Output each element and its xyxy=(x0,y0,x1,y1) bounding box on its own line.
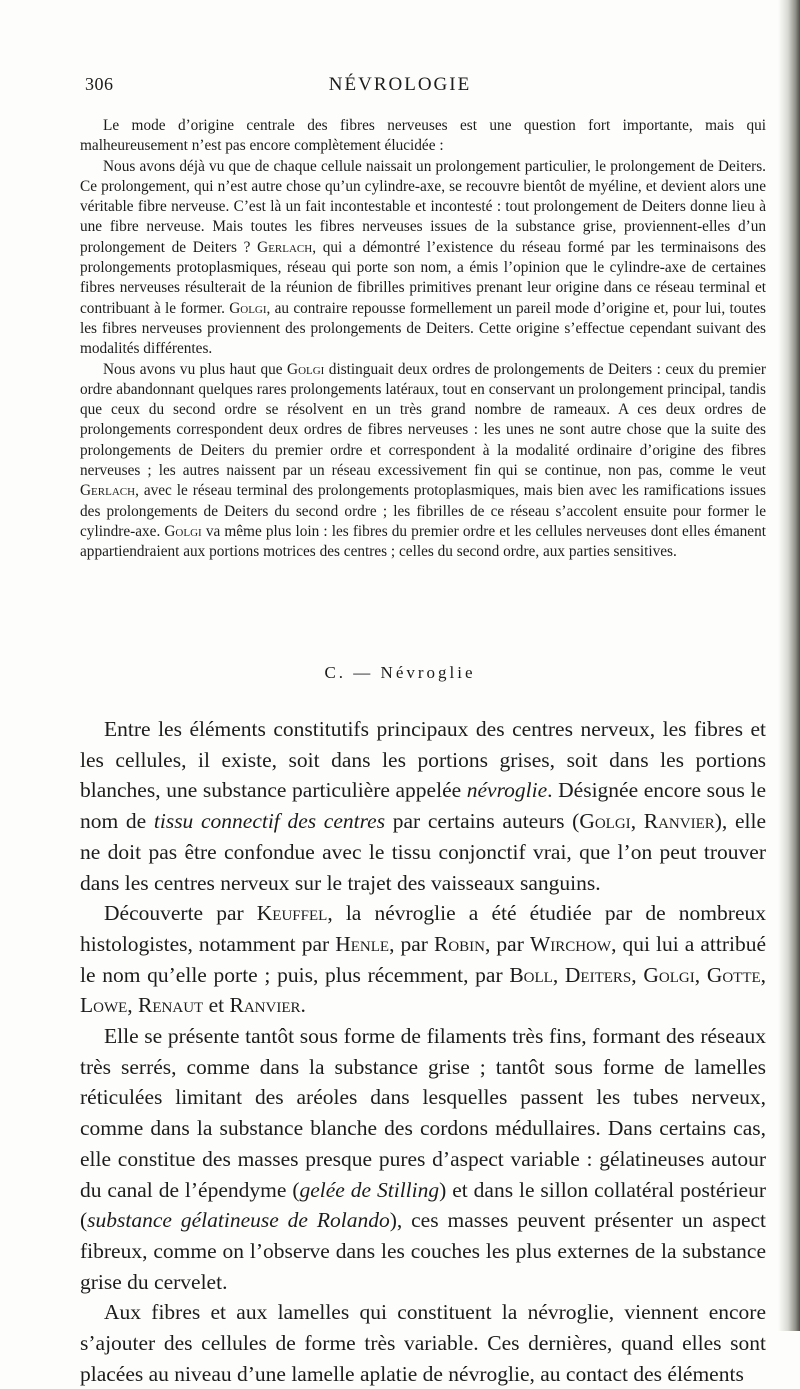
text-run: , xyxy=(552,962,565,987)
text-run: ), ces masses peuvent présenter un aspect fibreux, comme on l’observe dans les couches les plus externes de la substance grise du cervelet. xyxy=(80,1208,766,1294)
paragraph-forms xyxy=(80,1021,766,1297)
text-run: , la névroglie a été étudiée par de nombreux histologistes, notamment par xyxy=(80,901,766,956)
text-run: , xyxy=(631,962,644,987)
author-name: Wirchow xyxy=(529,931,612,956)
page-number: 306 xyxy=(85,74,114,94)
text-run: . Désignée encore sous le nom de xyxy=(80,778,766,834)
author-name: Boll xyxy=(509,962,553,987)
text-run: Elle se présente tantôt sous forme de filaments très fins, formant des réseaux très serrés, comme dans la substance grise ; tantôt sous forme de lamelles réticulées limitant des aréoles dans lesquelles passent les tubes nerveux, comme dans la substance blanche des cordons médullaires. Dans certains cas, elle constitue des masses presque pures d’aspect variable : gélatineuses autour du canal de l’épendyme ( xyxy=(80,1024,766,1202)
text-run: Le mode d’origine centrale des fibres nerveuses est une question fort importante, mais qui malheureusement n’est pas encore complètement élucidée : xyxy=(80,117,766,155)
text-run: va même plus loin : les fibres du premier ordre et les cellules nerveuses dont elles émanent appartiendraient aux portions motrices des centres ; celles du second ordre, aux parties sensitives. xyxy=(80,522,766,561)
italic-term: névroglie xyxy=(466,778,548,803)
author-name: Gerlach xyxy=(80,482,136,500)
author-name: Henle xyxy=(335,931,390,956)
text-run: Nous avons déjà vu que de chaque cellule naissait un prolongement particulier, le prolongement de Deiters. Ce prolongement, qui n’est autre chose qu’un cylindre-axe, se recouvre bientôt de myéline, et devient alors une véritable fibre nerveuse. C’est là un fait incontestable et incontesté : tout prolongement de Deiters donne lieu à une fibre nerveuse. Mais toutes les fibres nerveuses issues de la substance grise, proviennent-elles d’un prolongement de Deiters ? xyxy=(80,157,766,256)
text-run: , xyxy=(694,962,707,987)
author-name: Ranvier xyxy=(229,993,301,1018)
author-name: Golgi xyxy=(579,809,631,834)
author-name: Golgi xyxy=(643,962,695,987)
text-run: Nous avons vu plus haut que xyxy=(103,360,288,378)
text-run: par certains auteurs ( xyxy=(385,809,580,834)
paragraph-golgi-orders xyxy=(80,360,766,563)
text-run: , par xyxy=(485,931,530,956)
author-name: Robin xyxy=(434,931,486,956)
author-name: Ranvier xyxy=(643,809,715,834)
text-run: , xyxy=(760,962,767,987)
author-name: Golgi xyxy=(229,299,267,317)
text-run: Aux fibres et aux lamelles qui constituent la névroglie, viennent encore s’ajouter des cellules de forme très variable. Ces dernières, quand elles sont placées au niveau d’une lamelle aplatie de névroglie, au contact des éléments xyxy=(80,1300,766,1386)
author-name: Lowe xyxy=(80,993,128,1018)
text-run: distinguait deux ordres de prolongements de Deiters : ceux du premier ordre abandonnant quelques rares prolongements latéraux, tout en conservant un prolongement principal, tandis que ceux du second ordre se résolvent en un très grand nombre de rameaux. A ces deux ordres de prolongements correspondent deux ordres de fibres nerveuses : les unes ne sont autre chose que la suite des prolongements de Deiters du premier ordre et correspondent à la modalité ordinaire d’origine des fibres nerveuses ; les autres naissent par un réseau excessivement fin qui se continue, non pas, comme le veut xyxy=(80,360,766,480)
author-name: Gerlach xyxy=(257,238,313,256)
text-run: , par xyxy=(389,931,434,956)
running-title: NÉVROLOGIE xyxy=(328,74,472,95)
author-name: Keuffel xyxy=(256,901,328,926)
author-name: Renaut xyxy=(138,993,204,1018)
italic-term: tissu connectif des centres xyxy=(153,809,386,834)
italic-term: substance gélatineuse de Rolando xyxy=(87,1208,390,1233)
paragraph-nevroglie-definition xyxy=(80,714,766,898)
text-run: , qui a démontré l’existence du réseau formé par les terminaisons des prolongements protoplasmiques, réseau qui porte son nom, a émis l’opinion que le cylindre-axe de certaines fibres nerveuses résulterait de la réunion de fibrilles primitives prenant leur origine dans ce réseau terminal et contribuant à le former. xyxy=(80,238,766,317)
text-run: ), elle ne doit pas être confondue avec le tissu conjonctif vrai, que l’on peut trouver dans les centres nerveux sur le trajet des vaisseaux sanguins. xyxy=(80,809,766,895)
text-run: , au contraire repousse formellement un pareil mode d’origine et, pour lui, toutes les fibres nerveuses proviennent des prolongements de Deiters. Cette origine s’effectue cependant suivant des modalités différentes. xyxy=(80,299,766,358)
section-a-text xyxy=(80,116,766,563)
paragraph-origin-intro xyxy=(80,116,766,157)
paragraph-cells xyxy=(80,1297,766,1389)
section-c-text xyxy=(80,714,766,1389)
section-heading: C. — Névroglie xyxy=(324,663,476,682)
text-run: , xyxy=(630,809,644,834)
text-run: . xyxy=(300,993,306,1018)
author-name: Gotte xyxy=(706,962,761,987)
text-run: ) et dans le sillon collatéral postérieur ( xyxy=(80,1177,767,1233)
paragraph-deiters xyxy=(80,157,766,360)
author-name: Golgi xyxy=(164,522,202,540)
text-run: Découverte par xyxy=(104,901,257,926)
text-run: , xyxy=(127,993,139,1018)
author-name: Golgi xyxy=(287,360,325,378)
author-name: Deiters xyxy=(564,962,632,987)
paragraph-discovery xyxy=(80,898,766,1021)
text-run: , qui lui a attribué le nom qu’elle porte ; puis, plus récemment, par xyxy=(80,931,766,987)
text-run: Entre les éléments constitutifs principaux des centres nerveux, les fibres et les cellules, il existe, soit dans les portions grises, soit dans les portions blanches, une substance particulière appelée xyxy=(80,717,766,803)
text-run: , avec le réseau terminal des prolongements protoplasmiques, mais bien avec les ramifications issues des prolongements de Deiters du second ordre ; les fibrilles de ce réseau s’accolent ensuite pour former le cylindre-axe. xyxy=(80,482,766,540)
italic-term: gelée de Stilling xyxy=(299,1177,440,1202)
text-run: et xyxy=(203,993,230,1018)
